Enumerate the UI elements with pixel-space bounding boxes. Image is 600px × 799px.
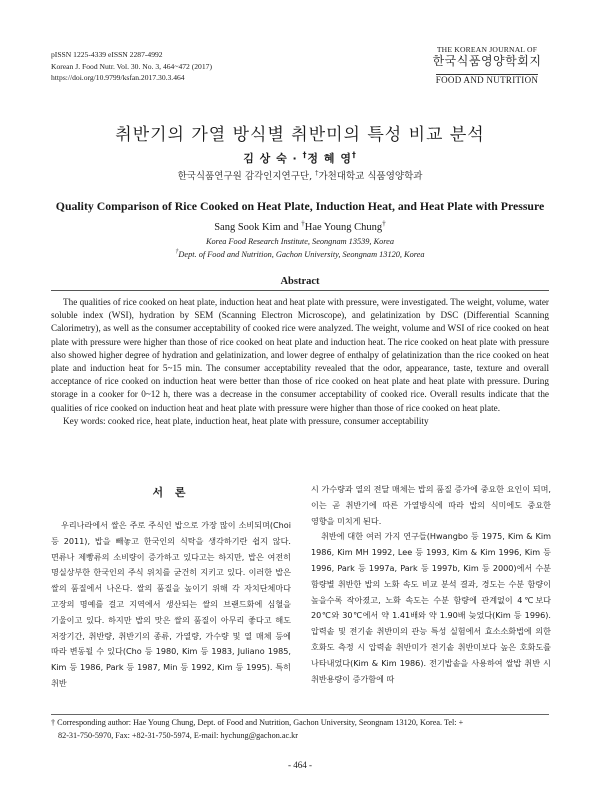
journal-name-en-top: THE KOREAN JOURNAL OF — [436, 45, 538, 54]
paper-title-korean: 취반기의 가열 방식별 취반미의 특성 비교 분석 — [115, 125, 485, 145]
affiliation-2-english — [0, 250, 600, 259]
footnote-line-1: † Corresponding author: Hae Young Chung, Dept. of Food and Nutrition, Gachon University, Seongnam 13120, Korea. Tel: + — [51, 718, 464, 727]
author-1-en: Sang Sook Kim and — [214, 222, 302, 233]
corresponding-mark: † — [382, 218, 386, 228]
paper-title-english: Quality Comparison of Rice Cooked on Heat Plate, Induction Heat, and Heat Plate with Pressure — [55, 199, 545, 213]
abstract-heading: Abstract — [280, 276, 320, 287]
footnote-line-2: 82-31-750-5970, Fax: +82-31-750-5974, E-mail: hychung@gachon.ac.kr — [58, 730, 298, 740]
section-heading-introduction: 서 론 — [152, 486, 190, 499]
citation-line: Korean J. Food Nutr. Vol. 30. No. 3, 464~472 (2017) — [51, 61, 212, 71]
corresponding-mark: † — [351, 150, 357, 160]
author-1-ko: 김 상 숙 · — [243, 152, 303, 165]
affiliation-korean — [0, 168, 600, 182]
author-2-en: Hae Young Chung — [304, 222, 383, 233]
abstract-divider — [51, 290, 549, 291]
journal-logo — [427, 45, 547, 87]
body-column-right — [311, 482, 551, 687]
corresponding-author-footnote — [51, 717, 549, 742]
journal-name-en-bottom: FOOD AND NUTRITION — [435, 75, 539, 85]
journal-name-ko: 한국식품영양학회지 — [432, 54, 542, 68]
affiliation-2-ko: 가천대학교 식품영양학과 — [318, 171, 423, 182]
corresponding-mark: † — [301, 218, 305, 228]
doi-link[interactable]: https://doi.org/10.9799/ksfan.2017.30.3.464 — [51, 73, 185, 83]
authors-korean — [0, 150, 600, 166]
affiliation-mark: † — [315, 168, 319, 177]
footnote-divider — [51, 714, 549, 715]
page-number: - 464 - — [288, 760, 312, 770]
affiliation-mark: † — [175, 249, 179, 256]
body-paragraph: 취반에 대한 여러 가지 연구들(Hwangbo 등 1975, Kim & Kim 1986, Kim MH 1992, Lee 등 1993, Kim & Kim 1996, Kim 등 1996, Park 등 1997a, Park 등 1997b, Kim 등 2000)에서 수분 함량별 취반한 밥의 노화 속도 비교 분석 결과, 경도는 수분 함량이 높을수록 작아졌고, 노화 속도는 수분 함량에 관계없이 4℃보다 20℃와 30℃에서 약 1.41배와 약 1.90배 늦었다(Kim 등 1996). 압력솥 및 전기솥 취반미의 관능 특성 실험에서 효소소화법에 의한 호화도 측정 시 압력솥 취반미가 전기솥 취반미보다 높은 호화도를 나타내었다(Kim & Kim 1986). 전기밥솥을 사용하여 쌀밥 취반 시 취반용량이 증가함에 따 — [311, 531, 551, 684]
affiliation-1-english: Korea Food Research Institute, Seongnam 13539, Korea — [205, 237, 395, 246]
issn-line: pISSN 1225-4339 eISSN 2287-4992 — [51, 50, 163, 59]
affiliation-2-text: Dept. of Food and Nutrition, Gachon University, Seongnam 13120, Korea — [178, 250, 425, 259]
keywords: Key words: cooked rice, heat plate, induction heat, heat plate with pressure, consumer acceptability — [63, 415, 429, 426]
body-paragraph: 우리나라에서 쌀은 주로 주식인 밥으로 가장 많이 소비되며(Choi 등 2011), 밥을 빼놓고 한국인의 식탁을 생각하기란 쉽지 않다. 면류나 제빵류의 소비량이 증가하고 있다고는 하지만, 밥은 여전히 명실상부한 한국인의 주식 위치를 굳건히 지키고 있다. 이러한 밥은 쌀의 품질에서 나온다. 쌀의 품질을 높이기 위해 각 자치단체마다 고장의 명예를 걸고 지역에서 생산되는 쌀의 브랜드화에 심혈을 기울이고 있다. 하지만 밥의 맛은 쌀의 품질이 아무리 좋다고 해도 저장기간, 취반량, 취반기의 종류, 가열량, 가수량 및 열 매체 등에 따라 변동될 수 있다(Cho 등 1980, Kim 등 1983, Juliano 1985, Kim 등 1986, Park 등 1987, Min 등 1992, Kim 등 1995). 특히 취반 — [51, 520, 291, 688]
authors-english — [0, 218, 600, 233]
affiliation-1-ko: 한국식품연구원 감각인지연구단, — [177, 171, 316, 182]
corresponding-mark: † — [302, 150, 308, 160]
abstract-text: The qualities of rice cooked on heat plate, induction heat and heat plate with pressure, were investigated. The weight, volume, water soluble index (WSI), hydration by SEM (Scanning Electron Microscope), and gelatinization by DSC (Differential Scanning Calorimetry), as well as the consumer acceptability of cooked rice were analyzed. The weight, volume and WSI of rice cooked on heat plate with pressure were higher than those of rice cooked on heat plate and induction heat. The rice cooked on heat plate with pressure also showed higher degree of hydration and gelatinization, and lower degree of enthalpy of gelatinization than the rice cooked on heat plate and induction heat for 5~15 min. The consumer acceptability revealed that the odor, appearance, taste, texture and overall acceptance of rice cooked on induction heat were better than those of rice cooked on heat plate and heat plate with pressure. During storage in a cooker for 0~12 h, there was a decrease in the consumer acceptability of cooked rice. Overall results indicate that the qualities of rice cooked on induction heat and heat plate with pressure were higher than those of rice cooked on heat plate. — [51, 297, 549, 413]
abstract-body — [51, 296, 549, 428]
body-column-left — [51, 482, 291, 692]
body-paragraph: 시 가수량과 열의 전달 매체는 밥의 품질 증가에 중요한 요인이 되며, 이는 곧 취반기에 따른 가열방식에 따라 밥의 식미에도 중요한 영향을 미치게 된다. — [311, 484, 551, 526]
author-2-ko: 정 혜 영 — [307, 152, 352, 165]
journal-citation-block — [51, 49, 212, 84]
